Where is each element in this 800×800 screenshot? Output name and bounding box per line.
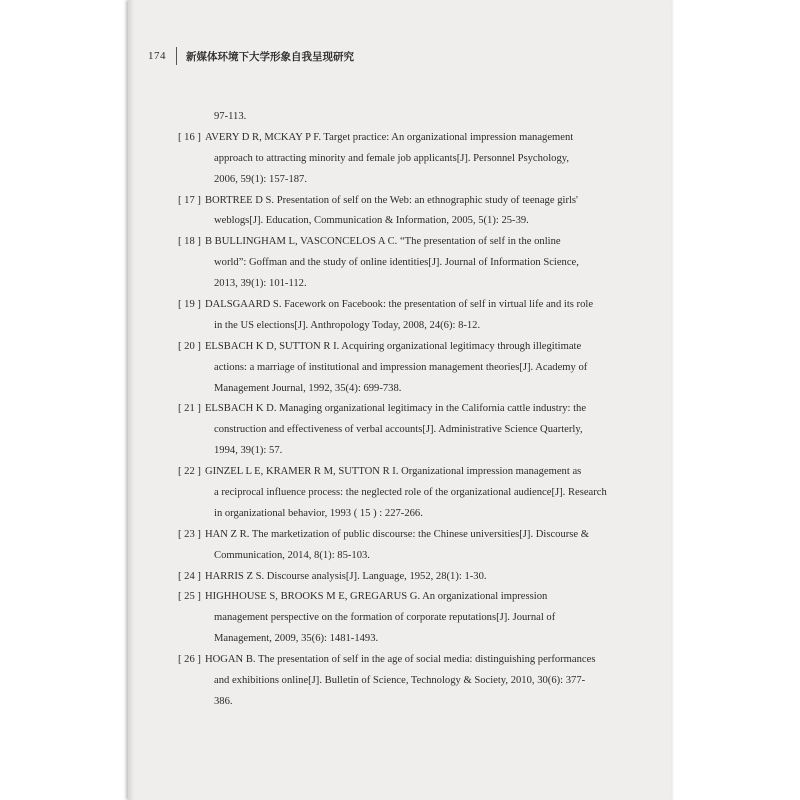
reference-line bbox=[178, 379, 623, 400]
reference-text: HIGHHOUSE S, BROOKS M E, GREGARUS G. An organizational impression bbox=[204, 591, 548, 603]
reference-line bbox=[178, 629, 623, 650]
reference-entry bbox=[178, 232, 623, 295]
reference-line bbox=[178, 650, 623, 671]
reference-text: 2013, 39(1): 101-112. bbox=[214, 278, 307, 290]
reference-number: [ 21 ] bbox=[178, 403, 201, 415]
page-number: 174 bbox=[148, 50, 166, 62]
reference-text: Management Journal, 1992, 35(4): 699-738. bbox=[214, 382, 402, 394]
reference-text: actions: a marriage of institutional and impression management theories[J]. Academy of bbox=[214, 361, 588, 373]
reference-number: [ 19 ] bbox=[178, 299, 201, 311]
reference-line bbox=[178, 170, 623, 191]
reference-line bbox=[178, 483, 623, 504]
reference-text: HOGAN B. The presentation of self in the age of social media: distinguishing performances bbox=[204, 654, 596, 666]
reference-text: in organizational behavior, 1993 ( 15 ) : 227-266. bbox=[214, 507, 423, 519]
reference-line bbox=[178, 420, 623, 441]
reference-text: approach to attracting minority and female job applicants[J]. Personnel Psychology, bbox=[214, 152, 569, 164]
reference-number: [ 24 ] bbox=[178, 570, 201, 582]
reference-entry bbox=[178, 587, 623, 650]
reference-line bbox=[178, 211, 623, 232]
reference-line bbox=[178, 441, 623, 462]
reference-number: [ 17 ] bbox=[178, 194, 201, 206]
reference-line bbox=[178, 546, 623, 567]
reference-number: [ 18 ] bbox=[178, 236, 201, 248]
reference-line bbox=[178, 504, 623, 525]
reference-continuation: 97-113. bbox=[214, 111, 247, 122]
reference-line bbox=[178, 149, 623, 170]
reference-entry bbox=[178, 191, 623, 233]
reference-text: HARRIS Z S. Discourse analysis[J]. Language, 1952, 28(1): 1-30. bbox=[204, 570, 487, 582]
reference-line bbox=[178, 525, 623, 546]
reference-entry bbox=[178, 462, 623, 525]
reference-line bbox=[178, 608, 623, 629]
reference-text: world”: Goffman and the study of online identities[J]. Journal of Information Science, bbox=[214, 257, 579, 269]
reference-line bbox=[178, 567, 623, 588]
reference-entry bbox=[178, 650, 623, 713]
reference-number: [ 26 ] bbox=[178, 654, 201, 666]
reference-line bbox=[178, 295, 623, 316]
reference-entry bbox=[178, 128, 623, 191]
reference-number: [ 22 ] bbox=[178, 466, 201, 478]
reference-line bbox=[178, 274, 623, 295]
reference-line bbox=[178, 692, 623, 713]
reference-text: Communication, 2014, 8(1): 85-103. bbox=[214, 549, 370, 561]
reference-text: GINZEL L E, KRAMER R M, SUTTON R I. Organizational impression management as bbox=[204, 466, 582, 478]
reference-line bbox=[178, 253, 623, 274]
reference-number: [ 25 ] bbox=[178, 591, 201, 603]
reference-line bbox=[178, 316, 623, 337]
reference-text: HAN Z R. The marketization of public discourse: the Chinese universities[J]. Discourse & bbox=[204, 528, 589, 540]
reference-number: [ 23 ] bbox=[178, 528, 201, 540]
reference-line bbox=[178, 337, 623, 358]
reference-number: [ 16 ] bbox=[178, 131, 201, 143]
reference-list bbox=[178, 107, 623, 713]
reference-text: BORTREE D S. Presentation of self on the Web: an ethnographic study of teenage girls' bbox=[204, 194, 578, 206]
reference-text: 386. bbox=[214, 695, 233, 707]
reference-entry bbox=[178, 525, 623, 567]
reference-line bbox=[178, 128, 623, 149]
reference-text: and exhibitions online[J]. Bulletin of Science, Technology & Society, 2010, 30(6): 377- bbox=[214, 675, 586, 687]
reference-text: B BULLINGHAM L, VASCONCELOS A C. “The presentation of self in the online bbox=[204, 236, 561, 248]
reference-text: a reciprocal influence process: the neglected role of the organizational audience[J]. Research bbox=[214, 487, 607, 499]
reference-entry bbox=[178, 295, 623, 337]
header-divider bbox=[176, 47, 177, 65]
reference-line bbox=[178, 191, 623, 212]
reference-text: 1994, 39(1): 57. bbox=[214, 445, 283, 457]
reference-entry bbox=[178, 337, 623, 400]
book-title: 新媒体环境下大学形象自我呈现研究 bbox=[186, 51, 354, 63]
reference-text: in the US elections[J]. Anthropology Today, 2008, 24(6): 8-12. bbox=[214, 319, 481, 331]
reference-line bbox=[178, 358, 623, 379]
reference-text: construction and effectiveness of verbal accounts[J]. Administrative Science Quarterly, bbox=[214, 424, 583, 436]
reference-text: 2006, 59(1): 157-187. bbox=[214, 173, 307, 185]
running-head bbox=[148, 47, 354, 65]
reference-text: weblogs[J]. Education, Communication & Information, 2005, 5(1): 25-39. bbox=[214, 215, 529, 227]
book-page bbox=[128, 0, 671, 800]
reference-text: AVERY D R, MCKAY P F. Target practice: An organizational impression management bbox=[204, 131, 574, 143]
reference-line bbox=[178, 399, 623, 420]
reference-line bbox=[178, 232, 623, 253]
reference-number: [ 20 ] bbox=[178, 340, 201, 352]
reference-text: management perspective on the formation of corporate reputations[J]. Journal of bbox=[214, 612, 556, 624]
reference-line bbox=[178, 671, 623, 692]
reference-entry bbox=[178, 567, 623, 588]
reference-text: ELSBACH K D. Managing organizational legitimacy in the California cattle industry: the bbox=[204, 403, 587, 415]
reference-entry bbox=[178, 399, 623, 462]
reference-text: DALSGAARD S. Facework on Facebook: the presentation of self in virtual life and its role bbox=[204, 299, 594, 311]
reference-line bbox=[178, 462, 623, 483]
reference-text: ELSBACH K D, SUTTON R I. Acquiring organizational legitimacy through illegitimate bbox=[204, 340, 582, 352]
reference-line bbox=[178, 587, 623, 608]
reference-text: Management, 2009, 35(6): 1481-1493. bbox=[214, 633, 379, 645]
